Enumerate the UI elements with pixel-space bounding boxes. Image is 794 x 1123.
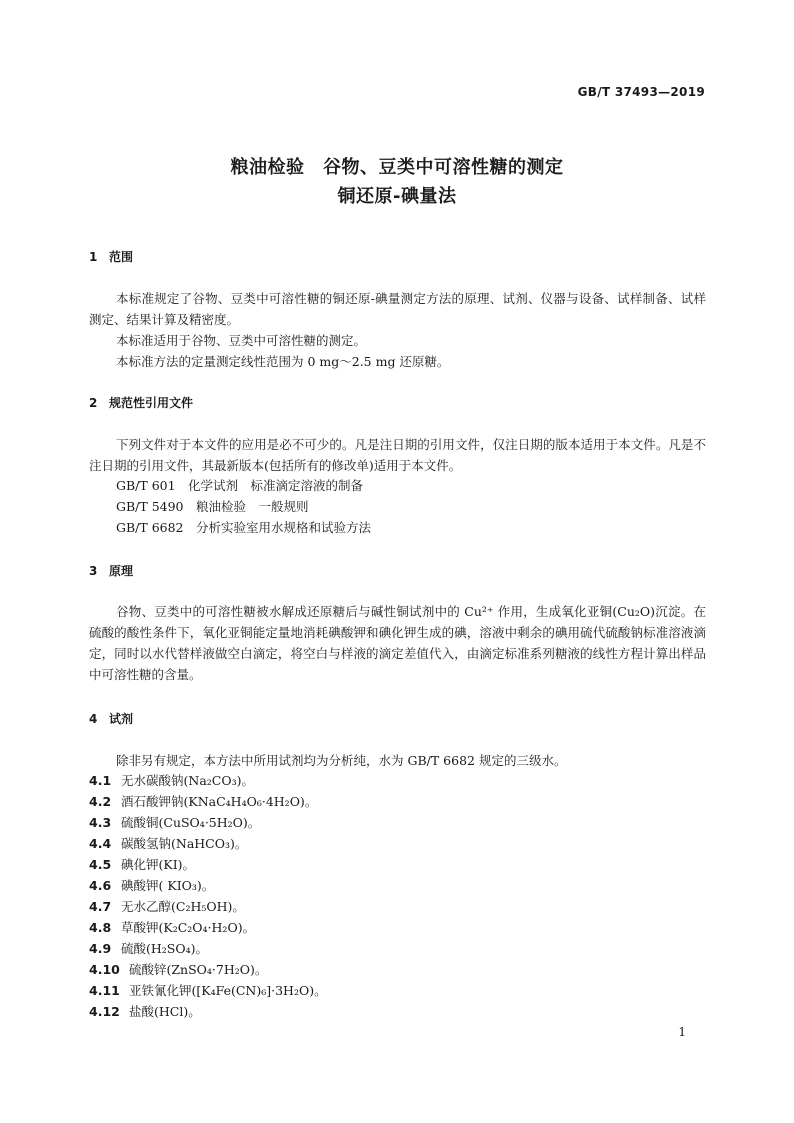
item-number: 4.5 <box>89 857 112 872</box>
item-text: 硫酸铜(CuSO₄·5H₂O)。 <box>121 815 261 830</box>
item-number: 4.8 <box>89 920 112 935</box>
section-title: 范围 <box>109 250 134 264</box>
paragraph: 除非另有规定，本方法中所用试剂均为分析纯，水为 GB/T 6682 规定的三级水。 <box>116 753 567 768</box>
page-number: 1 <box>678 1025 686 1039</box>
item-number: 4.4 <box>89 836 112 851</box>
section-number: 1 <box>89 250 98 264</box>
section-heading-scope <box>89 248 133 265</box>
reference-item: GB/T 5490 粮油检验 一般规则 <box>116 499 309 514</box>
item-text: 碘化钾(KI)。 <box>121 857 196 872</box>
section-number: 2 <box>89 396 98 410</box>
paragraph: 谷物、豆类中的可溶性糖被水解成还原糖后与碱性铜试剂中的 Cu²⁺ 作用，生成氧化亚铜(Cu₂O)沉淀。在硫酸的酸性条件下，氧化亚铜能定量地消耗碘酸钾和碘化钾生成的碘，溶液中剩余的碘用硫代硫酸钠标准溶液滴定，同时以水代替样液做空白滴定，将空白与样液的滴定差值代入，由滴定标准系列糖液的线性方程计算出样品中可溶性糖的含量。 <box>89 604 706 682</box>
reagent-item <box>89 1002 201 1020</box>
reagent-item <box>89 834 247 852</box>
reagent-item <box>89 792 317 810</box>
item-text: 硫酸锌(ZnSO₄·7H₂O)。 <box>129 962 268 977</box>
item-text: 无水碳酸钠(Na₂CO₃)。 <box>121 773 254 788</box>
reagent-item <box>89 876 214 894</box>
section-heading-principle <box>89 562 133 579</box>
item-text: 无水乙醇(C₂H₅OH)。 <box>121 899 245 914</box>
item-number: 4.11 <box>89 983 120 998</box>
reagent-item <box>89 813 260 831</box>
standard-number: GB/T 37493—2019 <box>577 85 705 99</box>
item-text: 亚铁氰化钾([K₄Fe(CN)₆]·3H₂O)。 <box>129 983 327 998</box>
paragraph: 下列文件对于本文件的应用是必不可少的。凡是注日期的引用文件，仅注日期的版本适用于本文件。凡是不注日期的引用文件，其最新版本(包括所有的修改单)适用于本文件。 <box>89 437 706 473</box>
document-subtitle: 铜还原-碘量法 <box>337 186 457 207</box>
reagent-item <box>89 855 195 873</box>
section-title: 试剂 <box>109 712 134 726</box>
section-number: 3 <box>89 564 98 578</box>
item-number: 4.10 <box>89 962 120 977</box>
paragraph: 本标准规定了谷物、豆类中可溶性糖的铜还原-碘量测定方法的原理、试剂、仪器与设备、试样制备、试样测定、结果计算及精密度。 <box>89 291 706 327</box>
reagent-item <box>89 918 255 936</box>
item-number: 4.3 <box>89 815 112 830</box>
section-heading-normative-references <box>89 394 193 411</box>
paragraph: 本标准适用于谷物、豆类中可溶性糖的测定。 <box>116 333 367 348</box>
item-number: 4.12 <box>89 1004 120 1019</box>
item-text: 碳酸氢钠(NaHCO₃)。 <box>121 836 248 851</box>
reagent-item <box>89 960 267 978</box>
reagent-item <box>89 771 254 789</box>
reference-item: GB/T 601 化学试剂 标准滴定溶液的制备 <box>116 478 364 493</box>
section-title: 规范性引用文件 <box>109 396 194 410</box>
item-text: 硫酸(H₂SO₄)。 <box>121 941 208 956</box>
document-title: 粮油检验 谷物、豆类中可溶性糖的测定 <box>230 157 564 178</box>
item-text: 草酸钾(K₂C₂O₄·H₂O)。 <box>121 920 256 935</box>
item-number: 4.9 <box>89 941 112 956</box>
item-text: 盐酸(HCl)。 <box>129 1004 201 1019</box>
item-text: 酒石酸钾钠(KNaC₄H₄O₆·4H₂O)。 <box>121 794 318 809</box>
reagent-item <box>89 981 327 999</box>
paragraph: 本标准方法的定量测定线性范围为 0 mg～2.5 mg 还原糖。 <box>116 354 450 369</box>
section-title: 原理 <box>109 564 134 578</box>
section-heading-reagents <box>89 710 133 727</box>
item-number: 4.1 <box>89 773 112 788</box>
item-number: 4.2 <box>89 794 112 809</box>
reagent-item <box>89 939 208 957</box>
item-text: 碘酸钾( KIO₃)。 <box>121 878 215 893</box>
item-number: 4.7 <box>89 899 112 914</box>
section-number: 4 <box>89 712 98 726</box>
reference-item: GB/T 6682 分析实验室用水规格和试验方法 <box>116 520 372 535</box>
reagent-item <box>89 897 245 915</box>
item-number: 4.6 <box>89 878 112 893</box>
